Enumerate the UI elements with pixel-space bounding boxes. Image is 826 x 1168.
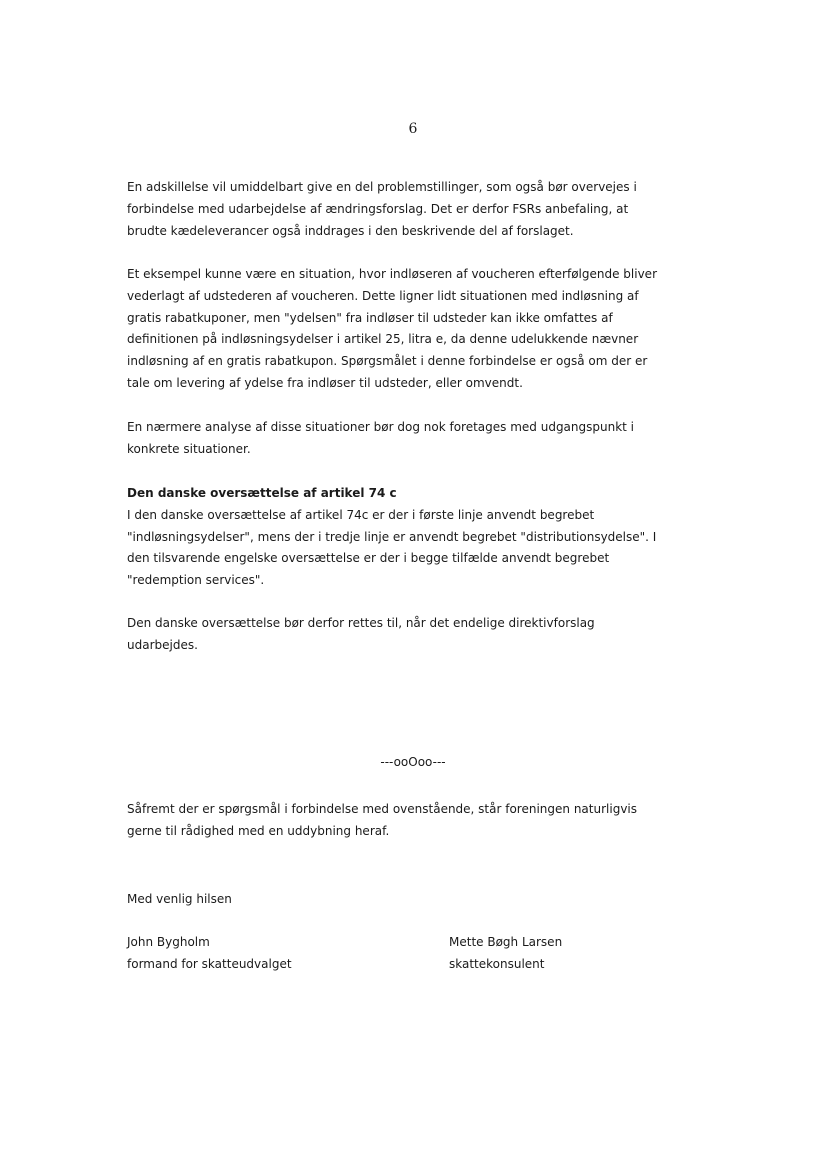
text-line: indløsning af en gratis rabatkupon. Spørgsmålet i denne forbindelse er også om der er <box>127 354 648 369</box>
text-line: udarbejdes. <box>127 637 198 652</box>
text-line: "redemption services". <box>127 573 265 588</box>
signatory-title: skattekonsulent <box>449 957 545 971</box>
signatory-name: John Bygholm <box>127 935 210 949</box>
text-line: den tilsvarende engelske oversættelse er der i begge tilfælde anvendt begrebet <box>127 551 610 566</box>
text-line: Såfremt der er spørgsmål i forbindelse med ovenstående, står foreningen naturligvis <box>127 802 637 816</box>
text-line: I den danske oversættelse af artikel 74c er der i første linje anvendt begrebet <box>127 507 595 522</box>
text-line: gratis rabatkuponer, men "ydelsen" fra indløser til udsteder kan ikke omfattes af <box>127 310 613 325</box>
paragraph-rettes <box>127 613 687 657</box>
paragraph-eksempel <box>127 264 687 395</box>
text-line: gerne til rådighed med en uddybning heraf. <box>127 823 390 838</box>
greeting <box>127 888 232 910</box>
signatory-title: formand for skatteudvalget <box>127 957 292 971</box>
section-heading: Den danske oversættelse af artikel 74 c <box>127 486 397 500</box>
paragraph-analyse <box>127 417 687 461</box>
text-line: En adskillelse vil umiddelbart give en del problemstillinger, som også bør overvejes i <box>127 180 637 194</box>
section-divider: ---ooOoo--- <box>380 755 446 769</box>
section-oversaettelse <box>127 483 687 592</box>
text-line: "indløsningsydelser", mens der i tredje linje er anvendt begrebet "distributionsydelse". I <box>127 529 657 544</box>
text-line: vederlagt af udstederen af voucheren. Dette ligner lidt situationen med indløsning af <box>127 288 639 303</box>
text-line: konkrete situationer. <box>127 441 251 456</box>
page-number: 6 <box>408 121 418 137</box>
text-line: definitionen på indløsningsydelser i artikel 25, litra e, da denne udelukkende nævner <box>127 332 639 347</box>
text-line: Den danske oversættelse bør derfor rettes til, når det endelige direktivforslag <box>127 616 595 630</box>
closing-paragraph <box>127 799 687 843</box>
signatory-right <box>449 931 562 975</box>
greeting-text: Med venlig hilsen <box>127 892 232 906</box>
text-line: En nærmere analyse af disse situationer bør dog nok foretages med udgangspunkt i <box>127 420 635 434</box>
paragraph-problemstillinger <box>127 177 687 242</box>
signatory-name: Mette Bøgh Larsen <box>449 935 563 949</box>
text-line: brudte kædeleverancer også inddrages i den beskrivende del af forslaget. <box>127 223 574 238</box>
text-line: forbindelse med udarbejdelse af ændringsforslag. Det er derfor FSRs anbefaling, at <box>127 201 629 216</box>
signatory-left <box>127 931 292 975</box>
text-line: tale om levering af ydelse fra indløser til udsteder, eller omvendt. <box>127 375 523 390</box>
text-line: Et eksempel kunne være en situation, hvor indløseren af voucheren efterfølgende bliver <box>127 267 657 281</box>
